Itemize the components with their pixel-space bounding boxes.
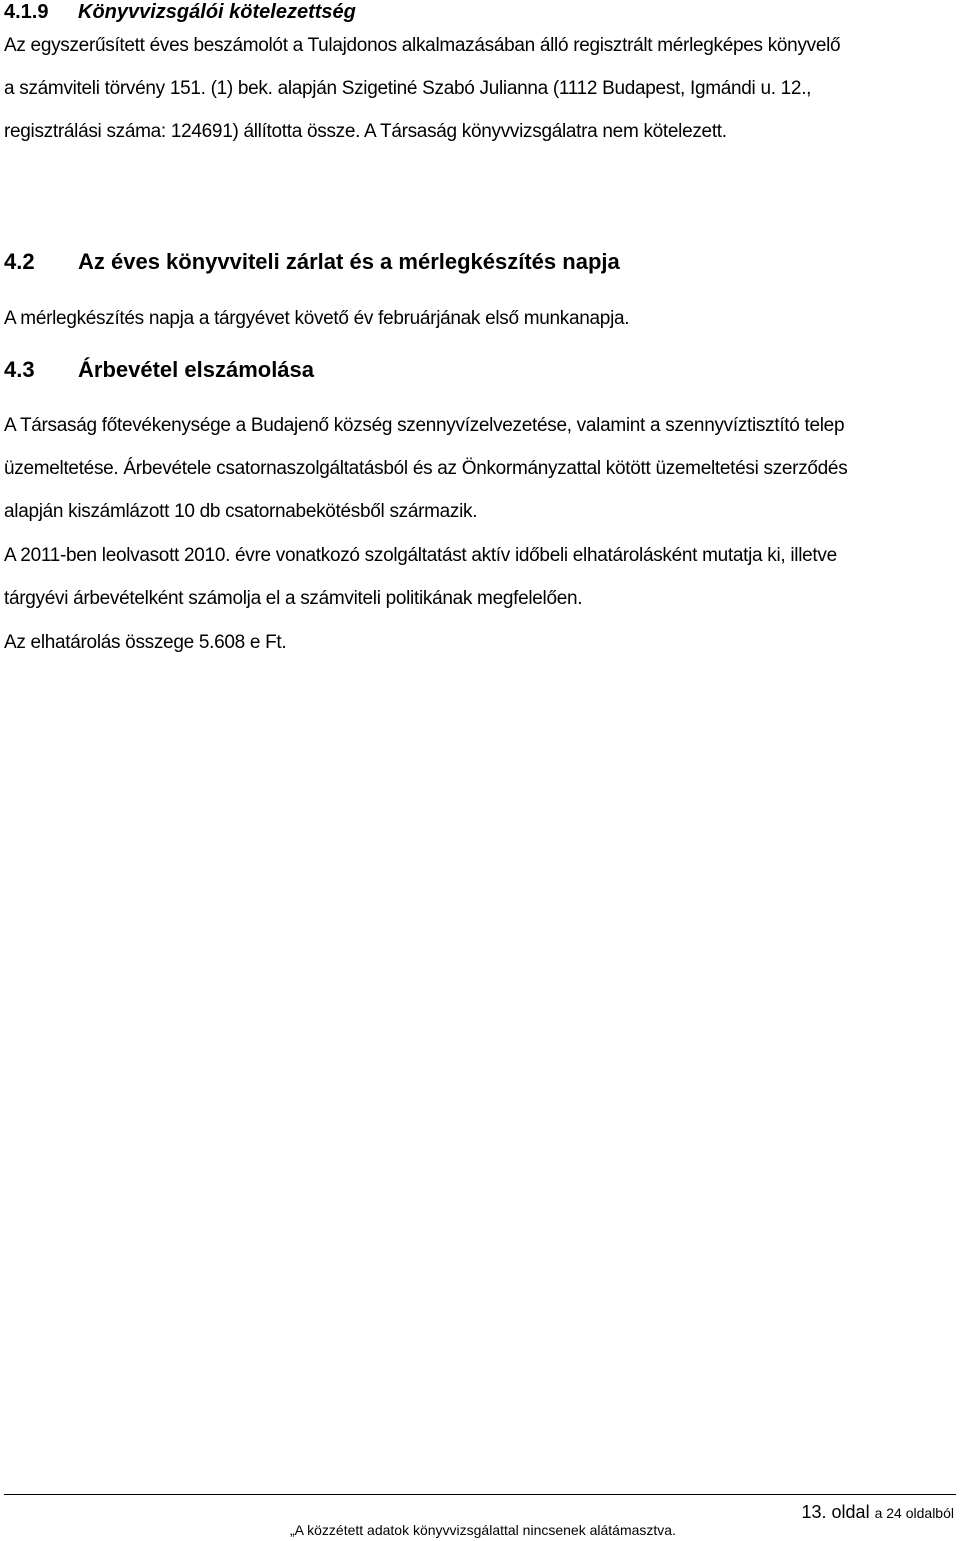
section-title: Árbevétel elszámolása	[78, 357, 315, 382]
section-number: 4.2	[4, 249, 35, 274]
paragraph-main-activity	[4, 404, 956, 533]
section-title: Könyvvizsgálói kötelezettség	[78, 1, 356, 23]
section-title: Az éves könyvviteli zárlat és a mérlegkészítés napja	[78, 249, 620, 274]
paragraph-line: tárgyévi árbevételként számolja el a számviteli politikának megfelelően.	[4, 588, 583, 609]
paragraph-line: A Társaság főtevékenysége a Budajenő község szennyvízelvezetése, valamint a szennyvíztisztító telep	[4, 415, 845, 436]
paragraph-accrual	[4, 534, 956, 620]
paragraph-line: Az egyszerűsített éves beszámolót a Tulajdonos alkalmazásában álló regisztrált mérlegképes könyvelő	[4, 35, 841, 56]
paragraph-line: regisztrálási száma: 124691) állította össze. A Társaság könyvvizsgálatra nem kötelezett.	[4, 121, 727, 142]
page-total: a 24 oldalból	[874, 1505, 954, 1521]
section-heading-4-3	[4, 353, 956, 387]
paragraph-bookkeeper	[4, 24, 956, 153]
section-heading-4-2	[4, 245, 956, 279]
paragraph-line: A mérlegkészítés napja a tárgyévet követő év februárjának első munkanapja.	[4, 308, 630, 329]
paragraph-line: a számviteli törvény 151. (1) bek. alapján Szigetiné Szabó Julianna (1112 Budapest, Igmándi u. 12.,	[4, 78, 812, 99]
section-number: 4.3	[4, 357, 35, 382]
paragraph-line: A 2011-ben leolvasott 2010. évre vonatkozó szolgáltatást aktív időbeli elhatárolásként mutatja ki, illetve	[4, 545, 837, 566]
paragraph-accrual-amount	[4, 621, 956, 664]
footer-divider	[4, 1494, 956, 1495]
paragraph-balance-date	[4, 297, 956, 340]
paragraph-line: alapján kiszámlázott 10 db csatornabekötésből származik.	[4, 501, 478, 522]
section-number: 4.1.9	[4, 1, 49, 23]
footer-disclaimer: „A közzétett adatok könyvvizsgálattal nincsenek alátámasztva.	[290, 1522, 676, 1538]
page-counter	[802, 1500, 954, 1525]
paragraph-line: Az elhatárolás összege 5.608 e Ft.	[4, 632, 287, 653]
section-heading-4-1-9	[4, 0, 956, 24]
paragraph-line: üzemeltetése. Árbevétele csatornaszolgáltatásból és az Önkormányzattal kötött üzemeltetési szerződés	[4, 458, 848, 479]
page-number: 13. oldal	[801, 1502, 870, 1522]
